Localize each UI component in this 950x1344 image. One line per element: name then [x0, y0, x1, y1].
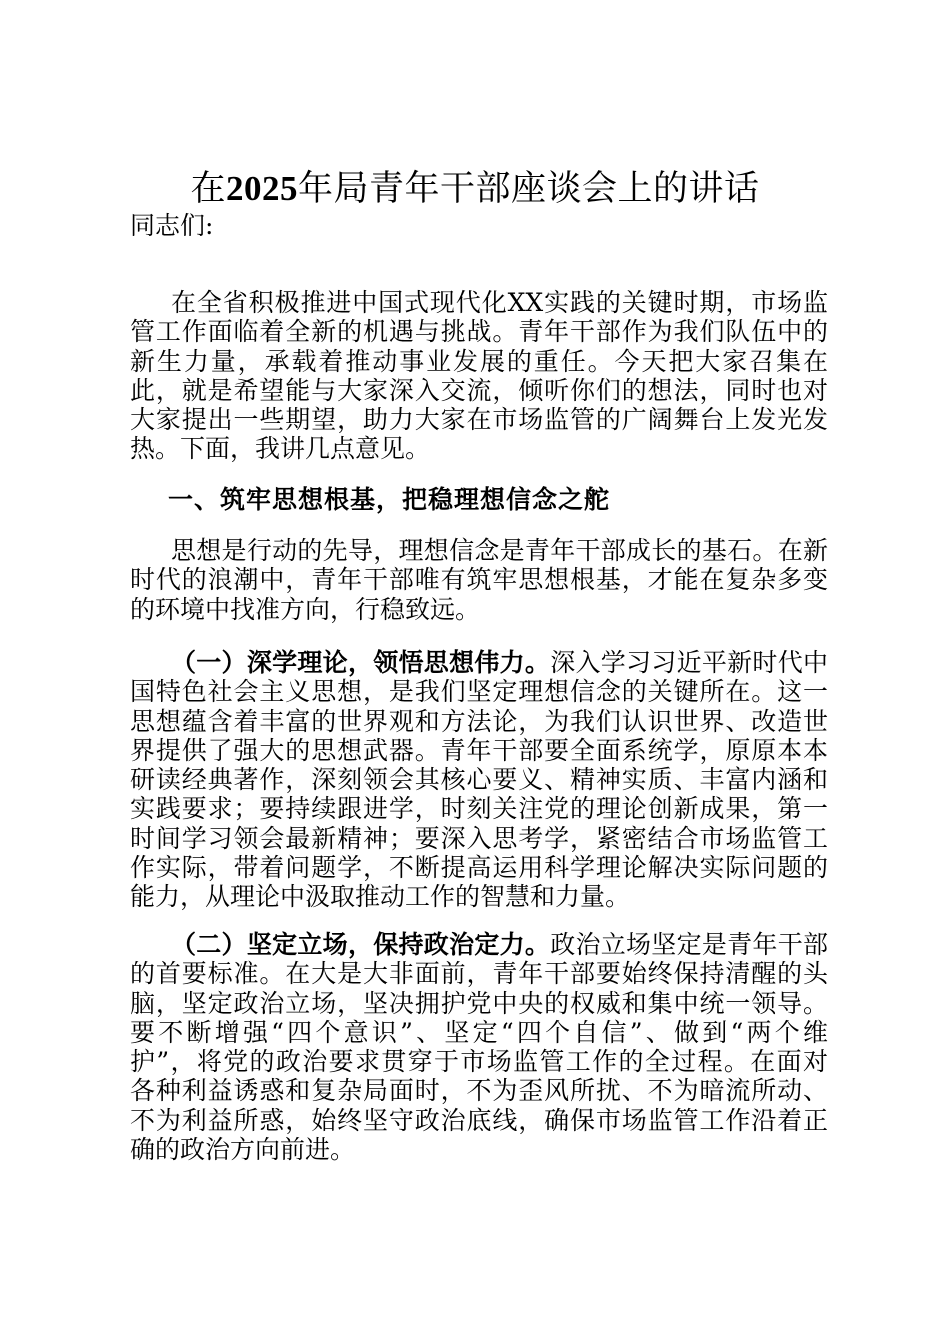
text-line: 要不断增强“四个意识”、坚定“四个自信”、做到“两个维 [130, 1017, 828, 1047]
text-line: 的首要标准。在大是大非面前，青年干部要始终保持清醒的头 [130, 959, 828, 989]
text-line: 大家提出一些期望，助力大家在市场监管的广阔舞台上发光发 [130, 405, 828, 435]
text-line: 时代的浪潮中，青年干部唯有筑牢思想根基，才能在复杂多变 [130, 565, 828, 595]
subsection-2-lead: （二）坚定立场，保持政治定力。 [171, 930, 551, 959]
text-line: 的环境中找准方向，行稳致远。 [130, 594, 481, 624]
text-line [130, 930, 828, 959]
title-year: 2025 [226, 169, 298, 208]
text-line: 热。下面，我讲几点意见。 [130, 434, 431, 464]
text-line: 脑，坚定政治立场，坚决拥护党中央的权威和集中统一领导。 [130, 988, 828, 1018]
text-line: 新生力量，承载着推动事业发展的重任。今天把大家召集在 [130, 346, 828, 376]
text-line: 思想是行动的先导，理想信念是青年干部成长的基石。在新 [171, 536, 828, 565]
text-line: 思想蕴含着丰富的世界观和方法论，为我们认识世界、改造世 [130, 706, 828, 736]
text-line: 实践要求；要持续跟进学，时刻关注党的理论创新成果，第一 [130, 794, 828, 824]
text-line: 护”，将党的政治要求贯穿于市场监管工作的全过程。在面对 [130, 1047, 828, 1077]
subsection-2-paragraph [130, 930, 828, 1164]
text-line: 作实际，带着问题学，不断提高运用科学理论解决实际问题的 [130, 853, 828, 883]
text-fragment: 深入学习习近平新时代中 [550, 648, 828, 677]
section-intro-paragraph [130, 536, 828, 624]
text-line: 时间学习领会最新精神；要深入思考学，紧密结合市场监管工 [130, 823, 828, 853]
text-line: 管工作面临着全新的机遇与挑战。青年干部作为我们队伍中的 [130, 317, 828, 347]
intro-paragraph [130, 288, 828, 464]
document-title [0, 165, 950, 213]
text-line: 界提供了强大的思想武器。青年干部要全面系统学，原原本本 [130, 735, 828, 765]
text-line: 能力，从理论中汲取推动工作的智慧和力量。 [130, 882, 631, 912]
title-prefix: 在 [190, 169, 226, 209]
text-line: 在全省积极推进中国式现代化XX实践的关键时期，市场监 [171, 288, 828, 317]
text-line: 此，就是希望能与大家深入交流，倾听你们的想法，同时也对 [130, 375, 828, 405]
text-fragment: 政治立场坚定是青年干部 [550, 930, 828, 959]
text-line: 确的政治方向前进。 [130, 1135, 356, 1165]
text-line: 不为利益所惑，始终坚守政治底线，确保市场监管工作沿着正 [130, 1105, 828, 1135]
salutation: 同志们: [130, 211, 214, 240]
text-line [130, 648, 828, 677]
text-line: 研读经典著作，深刻领会其核心要义、精神实质、丰富内涵和 [130, 765, 828, 795]
text-line: 国特色社会主义思想，是我们坚定理想信念的关键所在。这一 [130, 677, 828, 707]
title-suffix: 年局青年干部座谈会上的讲话 [298, 169, 760, 209]
subsection-1-paragraph [130, 648, 828, 912]
subsection-1-lead: （一）深学理论，领悟思想伟力。 [171, 648, 551, 677]
section-heading: 一、筑牢思想根基，把稳理想信念之舵 [168, 485, 611, 514]
text-line: 各种利益诱惑和复杂局面时，不为歪风所扰、不为暗流所动、 [130, 1076, 828, 1106]
